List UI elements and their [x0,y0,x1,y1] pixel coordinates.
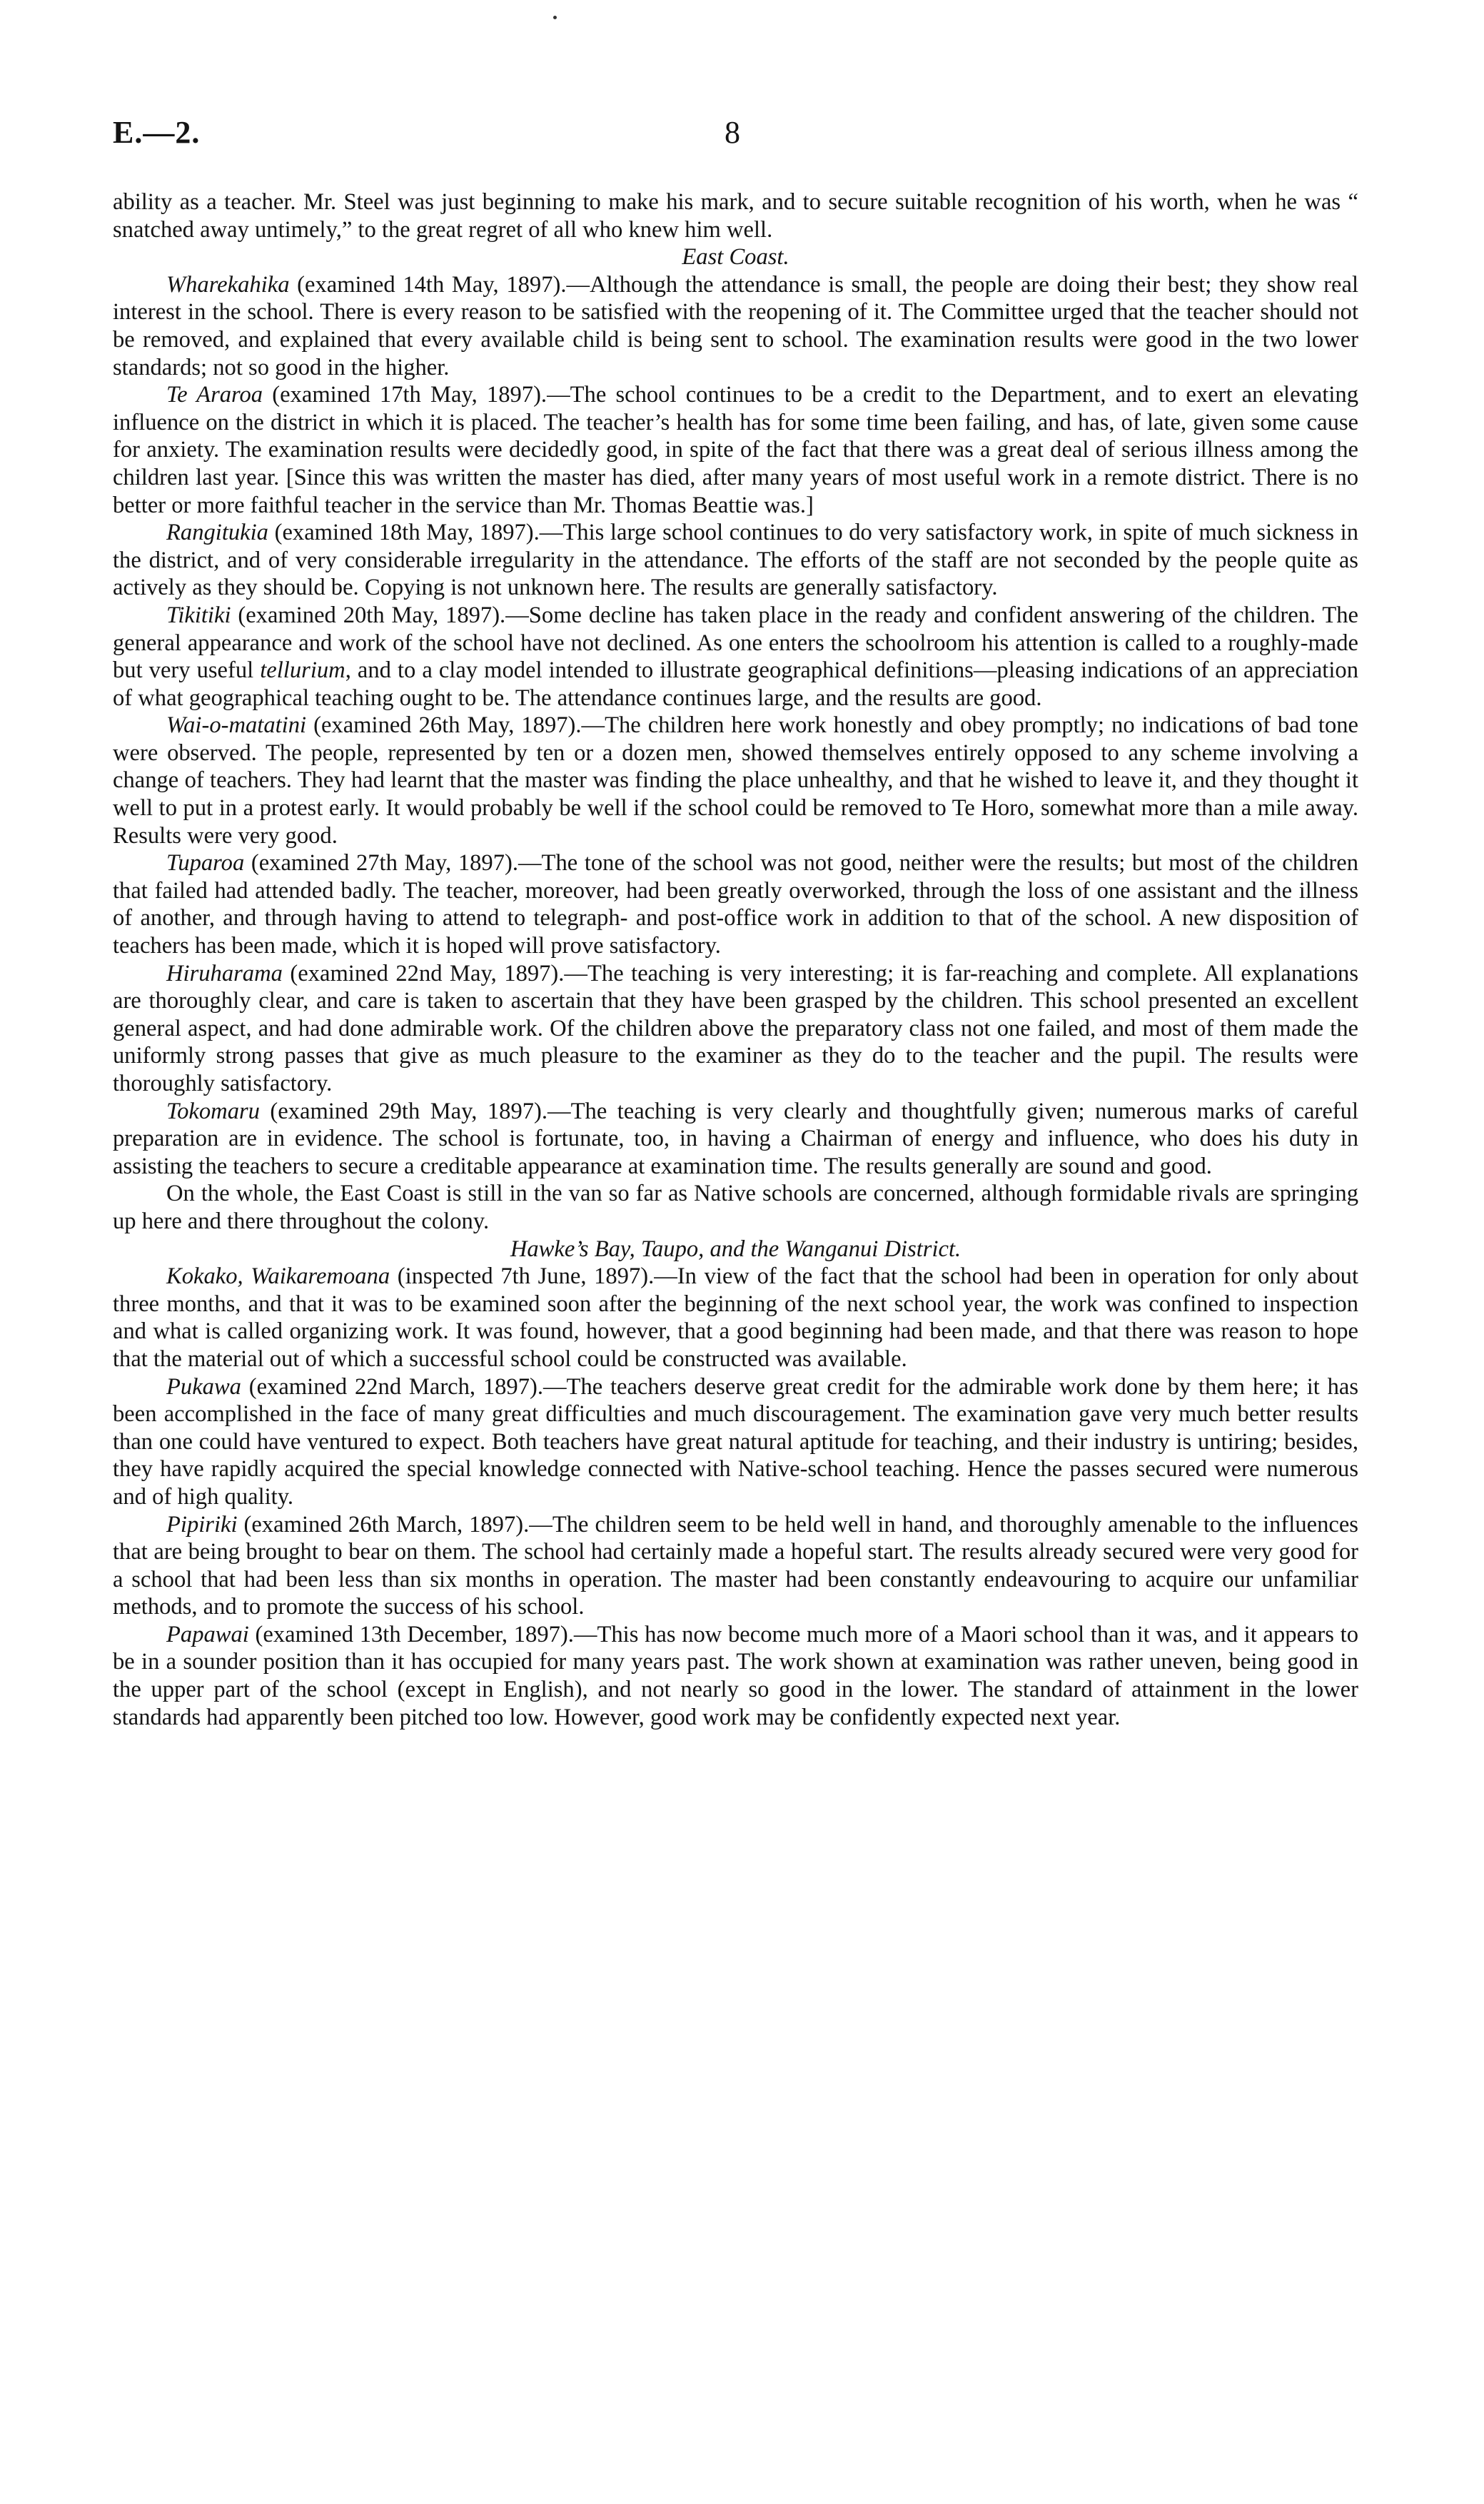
report-hiruharama [113,960,1358,1098]
report-text: (examined 26th May, 1897).—The children here work honestly and obey promptly; no indications of bad tone were observed. The people, represented by ten or a dozen men, showed themselves entirely opposed to any scheme involving a change of teachers. They had learnt that the master was finding the place unhealthy, and that he wished to leave it, and they thought it well to put in a protest early. It would probably be well if the school could be removed to Te Horo, somewhat more than a mile away. Results were very good. [113,712,1358,849]
report-text: (examined 13th December, 1897).—This has now become much more of a Maori school than it was, and it appears to be in a sounder position than it has occupied for many years past. The work shown at examination was rather uneven, being good in the upper part of the school (except in English), and not nearly so good in the lower. The standard of attainment in the lower standards had apparently been pitched too low. However, good work may be confidently expected next year. [113,1621,1358,1730]
report-wai-o-matatini [113,712,1358,849]
school-name: Pukawa [166,1373,241,1400]
stray-ink-dot [553,16,557,19]
report-pukawa [113,1373,1358,1511]
report-wharekahika [113,271,1358,381]
school-name: Papawai [166,1621,249,1647]
page-body [113,188,1358,1731]
report-pipiriki [113,1511,1358,1621]
school-name: Wharekahika [166,271,290,298]
school-name: Tikitiki [166,602,231,628]
opening-paragraph: ability as a teacher. Mr. Steel was just beginning to make his mark, and to secure suitable recognition of his worth, when he was “ snatched away untimely,” to the great regret of all who knew him well. [113,189,1358,243]
section-heading-east-coast: East Coast. [682,244,789,271]
school-name: Kokako, Waikaremoana [166,1263,390,1290]
school-name: Rangitukia [166,520,268,546]
report-text: (examined 14th May, 1897).—Although the attendance is small, the people are doing their best; they show real interest in the school. There is every reason to be satisfied with the reopening of it. The Committee urged that the teacher should not be removed, and explained that every available child is being sent to school. The examination results were good in the two lower standards; not so good in the higher. [113,271,1358,380]
report-text: (examined 22nd May, 1897).—The teaching is very interesting; it is far-reaching and complete. All explanations are thoroughly clear, and care is taken to ascertain that they have been grasped by the children. This school presented an excellent general aspect, and had done admirable work. Of the children above the preparatory class not one failed, and most of them made the uniformly strong passes that give as much pleasure to the examiner as they do to the teacher and the pupil. The results were thoroughly satisfactory. [113,960,1358,1096]
report-tuparoa [113,849,1358,959]
report-tokomaru [113,1098,1358,1181]
report-text: (examined 29th May, 1897).—The teaching is very clearly and thoughtfully given; numerous marks of careful preparation are in evidence. The school is fortunate, too, in having a Chairman of energy and influence, who does his duty in assisting the teachers to secure a creditable appearance at examination time. The results generally are sound and good. [113,1098,1358,1179]
section-heading-hawkes-bay: Hawke’s Bay, Taupo, and the Wanganui District. [510,1236,961,1262]
school-name: Wai-o-matatini [166,712,307,739]
report-text: (examined 26th March, 1897).—The children seem to be held well in hand, and thoroughly amenable to the influences that are being brought to bear on them. The school had certainly made a hopeful start. The results already secured were very good for a school that had been less than six months in operation. The master had been constantly endeavouring to acquire our unfamiliar methods, and to promote the success of his school. [113,1511,1358,1620]
page-header [0,107,1484,164]
report-text: (examined 22nd March, 1897).—The teachers deserve great credit for the admirable work done by them here; it has been accomplished in the face of many great difficulties and much discouragement. The examination gave very much better results than one could have ventured to expect. Both teachers have great natural aptitude for teaching, and their industry is untiring; besides, they have rapidly acquired the special knowledge connected with Native-school teaching. Hence the passes secured were numerous and of high quality. [113,1373,1358,1510]
report-te-araroa [113,381,1358,519]
report-tikitiki [113,602,1358,712]
school-name: Tokomaru [166,1098,260,1124]
report-text: (inspected 7th June, 1897).—In view of the fact that the school had been in operation for only about three months, and that it was to be examined soon after the beginning of the next school year, the work was confined to inspection and what is called organizing work. It was found, however, that a good beginning had been made, and that there was reason to hope that the material out of which a successful school could be constructed was available. [113,1263,1358,1372]
report-text-continued: , and to a clay model intended to illustrate geographical definitions—pleasing indications of an appreciation of what geographical teaching ought to be. The attendance continues large, and the results are good. [113,657,1358,711]
page-number: 8 [725,115,740,150]
report-text: (examined 18th May, 1897).—This large school continues to do very satisfactory work, in spite of much sickness in the district, and of very considerable irregularity in the attendance. The efforts of the staff are not seconded by the people quite as actively as they should be. Copying is not unknown here. The results are generally satisfactory. [113,520,1358,601]
report-text: (examined 20th May, 1897).—Some decline has taken place in the ready and confident answering of the children. The general appearance and work of the school have not declined. As one enters the schoolroom his attention is called to a roughly-made but very useful [113,602,1358,684]
report-papawai [113,1621,1358,1731]
school-name: Pipiriki [166,1511,238,1538]
report-kokako [113,1263,1358,1373]
school-name: Hiruharama [166,960,283,986]
east-coast-summary: On the whole, the East Coast is still in the van so far as Native schools are concerned, although formidable rivals are springing up here and there throughout the colony. [113,1181,1358,1234]
school-name: Te Araroa [166,382,263,408]
document-code: E.—2. [113,115,201,150]
report-text: (examined 17th May, 1897).—The school continues to be a credit to the Department, and to exert an elevating influence on the district in which it is placed. The teacher’s health has for some time been failing, and has, of late, given some cause for anxiety. The examination results were decidedly good, in spite of the fact that there was a great deal of serious illness among the children last year. [Since this was written the master has died, after many years of most useful work in a remote district. There is no better or more faithful teacher in the service than Mr. Thomas Beattie was.] [113,382,1358,518]
school-name: Tuparoa [166,850,245,877]
emphasis-term: tellurium [260,657,345,684]
report-text: (examined 27th May, 1897).—The tone of the school was not good, neither were the results; but most of the children that failed had attended badly. The teacher, moreover, had been greatly overworked, through the loss of one assistant and the illness of another, and through having to attend to telegraph- and post-office work in addition to that of the school. A new disposition of teachers has been made, which it is hoped will prove satisfactory. [113,850,1358,959]
report-rangitukia [113,519,1358,602]
